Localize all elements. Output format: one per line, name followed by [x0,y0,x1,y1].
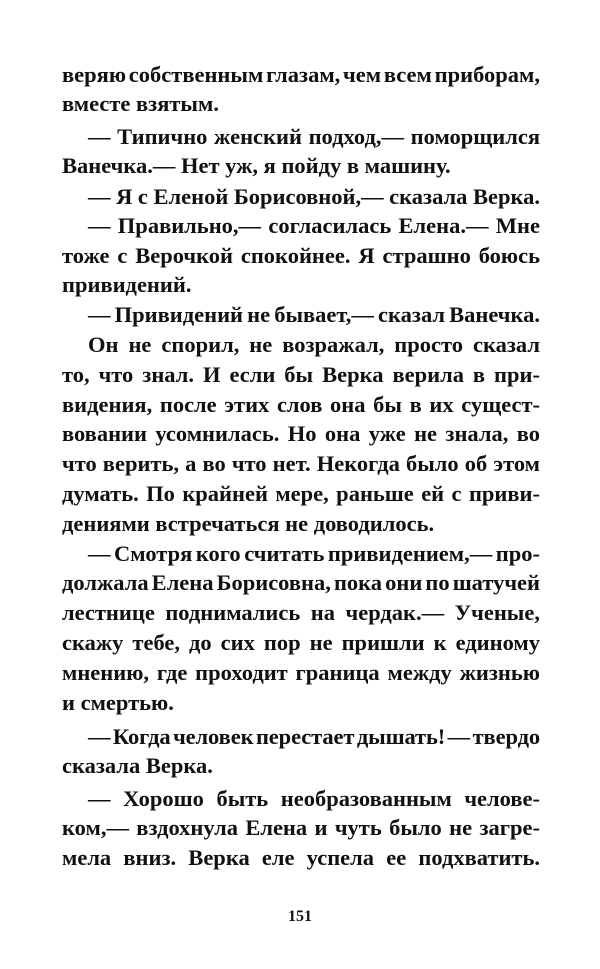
text-line [88,784,540,814]
text-line [62,509,540,539]
text-line [62,568,540,598]
text-line [62,479,540,509]
text-line [62,151,540,181]
text-line [62,390,540,420]
text-line [62,89,540,119]
text-line-content: вовании усомнилась. Но она уже не знала, во [62,421,540,446]
text-line-content: — Смотря кого считать привидением,— про- [88,541,540,566]
text-line-content: Он не спорил, не возражал, просто сказал [88,332,540,357]
text-line-content: что верить, а во что нет. Некогда было об этом [62,451,540,476]
text-line [62,751,540,781]
text-line-content: думать. По крайней мере, раньше ей с приви- [62,481,540,506]
text-line-content: мнению, где проходит граница между жизнью [62,660,540,685]
text-line-content: лестнице поднимались на чердак.— Ученые, [62,600,540,625]
text-line-content: тоже с Верочкой спокойнее. Я страшно боюсь [62,243,540,268]
text-line [62,628,540,658]
text-line [62,360,540,390]
text-line-content: дениями встречаться не доводилось. [62,511,435,536]
text-line [62,419,540,449]
text-line-content: — Правильно,— согласилась Елена.— Мне [88,213,540,238]
text-line [88,722,540,752]
text-line [62,598,540,628]
text-line [88,122,540,152]
text-line-content: привидений. [62,272,192,297]
text-line [62,60,540,90]
text-line [88,539,540,569]
page-number: 151 [288,908,312,925]
text-line-content: должала Елена Борисовна, пока они по шатучей [62,570,540,595]
text-line-content: — Типично женский подход,— поморщился [88,124,540,149]
text-line [88,211,540,241]
text-line-content: Ванечка.— Нет уж, я пойду в машину. [62,153,451,178]
text-line-content: видения, после этих слов она бы в их сущест- [62,392,540,417]
text-line-content: и смертью. [62,690,174,715]
text-line-content: ком,— вздохнула Елена и чуть было не загре- [62,815,540,840]
text-line [62,688,540,718]
text-line-content: веряю собственным глазам, чем всем приборам, [62,62,540,87]
text-line-content: то, что знал. И если бы Верка верила в при- [62,362,540,387]
text-line-content: — Когда человек перестает дышать! — твердо [88,724,540,749]
text-line [62,658,540,688]
text-line-content: — Хорошо быть необразованным челове- [88,786,540,811]
text-line [62,813,540,843]
text-line [62,241,540,271]
text-line [62,270,540,300]
text-line [88,330,540,360]
text-line-content: скажу тебе, до сих пор не пришли к единому [62,630,540,655]
text-line [62,843,540,873]
text-line [88,182,540,212]
text-line-content: сказала Верка. [62,753,213,778]
text-line-content: — Привидений не бывает,— сказал Ванечка. [88,302,540,327]
text-line [62,449,540,479]
text-line-content: вместе взятым. [62,91,219,116]
text-line-content: мела вниз. Верка еле успела ее подхватить. [62,845,540,870]
text-line-content: — Я с Еленой Борисовной,— сказала Верка. [88,184,540,209]
text-line [88,300,540,330]
